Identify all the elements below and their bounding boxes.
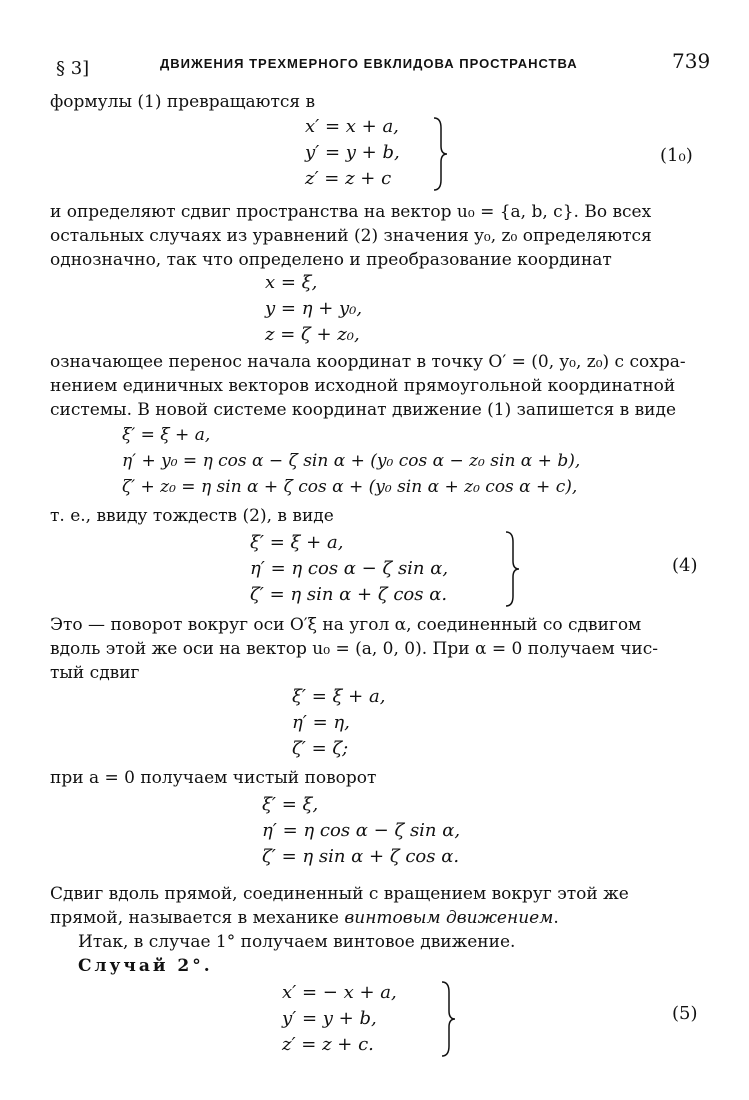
text-line: и определяют сдвиг пространства на вектор u₀ = {a, b, c}. Во всех xyxy=(50,202,652,222)
equation-row: ζ′ + z₀ = η sin α + ζ cos α + (y₀ sin α + z₀ cos α + c), xyxy=(122,477,578,497)
equation-row: η′ = η cos α − ζ sin α, xyxy=(250,558,449,579)
equation-row: ξ′ = ξ + a, xyxy=(292,686,386,707)
text-line: вдоль этой же оси на вектор u₀ = (a, 0, 0). При α = 0 получаем чис- xyxy=(50,639,658,659)
right-brace-icon xyxy=(504,530,522,608)
equation-row: y = η + y₀, xyxy=(265,298,363,319)
equation-row: ξ′ = ξ + a, xyxy=(122,425,211,445)
equation-row: z′ = z + c. xyxy=(282,1034,374,1055)
text-line: однозначно, так что определено и преобразование координат xyxy=(50,250,612,270)
equation-coordinate-transform xyxy=(265,270,362,348)
page-number: 739 xyxy=(672,49,711,73)
text-line: формулы (1) превращаются в xyxy=(50,92,316,112)
running-title: ДВИЖЕНИЯ ТРЕХМЕРНОГО ЕВКЛИДОВА ПРОСТРАНСТВА xyxy=(160,56,578,71)
equation-row: z′ = z + c xyxy=(305,168,392,189)
equation-row: η′ + y₀ = η cos α − ζ sin α + (y₀ cos α − z₀ sin α + b), xyxy=(122,451,581,471)
text-line: нением единичных векторов исходной прямоугольной координатной xyxy=(50,376,676,396)
equation-row: ζ′ = η sin α + ζ cos α. xyxy=(250,584,448,605)
text-line: означающее перенос начала координат в точку O′ = (0, y₀, z₀) с сохра- xyxy=(50,352,686,372)
equation-1-0 xyxy=(305,114,400,192)
text-line: системы. В новой системе координат движение (1) запишется в виде xyxy=(50,400,677,420)
equation-row: z = ζ + z₀, xyxy=(265,324,360,345)
equation-row: y′ = y + b, xyxy=(305,142,400,163)
text-line: Сдвиг вдоль прямой, соединенный с вращением вокруг этой же xyxy=(50,884,629,904)
equation-5 xyxy=(282,980,397,1058)
paragraph-shift xyxy=(50,200,700,272)
equation-row: y′ = y + b, xyxy=(282,1008,377,1029)
text-line: при a = 0 получаем чистый поворот xyxy=(50,768,377,788)
equation-row: ζ′ = ζ; xyxy=(292,738,349,759)
equation-row: x = ξ, xyxy=(265,272,318,293)
text-fragment: прямой, называется в механике xyxy=(50,908,339,928)
text-line: Случай 2°. xyxy=(78,956,213,976)
text-line: Это — поворот вокруг оси O′ξ на угол α, соединенный со сдвигом xyxy=(50,615,642,635)
equation-row: x′ = x + a, xyxy=(305,116,399,137)
text-line: т. е., ввиду тождеств (2), в виде xyxy=(50,506,334,526)
equation-row: η′ = η, xyxy=(292,712,350,733)
text-line: остальных случаях из уравнений (2) значения y₀, z₀ определяются xyxy=(50,226,652,246)
paragraph-intro xyxy=(50,90,700,114)
right-brace-icon xyxy=(432,116,450,192)
paragraph-rotation xyxy=(50,613,700,685)
equation-row: ζ′ = η sin α + ζ cos α. xyxy=(262,846,460,867)
text-line: Итак, в случае 1° получаем винтовое движение. xyxy=(78,932,516,952)
paragraph-identities xyxy=(50,504,700,528)
right-brace-icon xyxy=(440,980,458,1058)
equation-pure-shift xyxy=(292,684,385,762)
text-line xyxy=(50,906,700,930)
equation-row: ξ′ = ξ + a, xyxy=(250,532,344,553)
equation-number: (5) xyxy=(672,1003,698,1024)
equation-number: (1₀) xyxy=(660,145,693,166)
paragraph-conclusion xyxy=(78,930,698,954)
paragraph-origin-shift xyxy=(50,350,700,422)
paragraph-screw-motion xyxy=(50,882,700,930)
section-marker: § 3] xyxy=(56,58,90,79)
equation-new-system xyxy=(122,422,580,500)
text-line: тый сдвиг xyxy=(50,663,140,683)
equation-pure-rotation xyxy=(262,792,460,870)
equation-number: (4) xyxy=(672,555,698,576)
text-fragment: . xyxy=(553,908,559,928)
equation-row: x′ = − x + a, xyxy=(282,982,397,1003)
emphasis-term: винтовым движением xyxy=(344,908,554,928)
equation-4 xyxy=(250,530,448,608)
case-heading xyxy=(78,954,698,978)
paragraph-pure-rotation xyxy=(50,766,700,790)
equation-row: ξ′ = ξ, xyxy=(262,794,319,815)
equation-row: η′ = η cos α − ζ sin α, xyxy=(262,820,461,841)
